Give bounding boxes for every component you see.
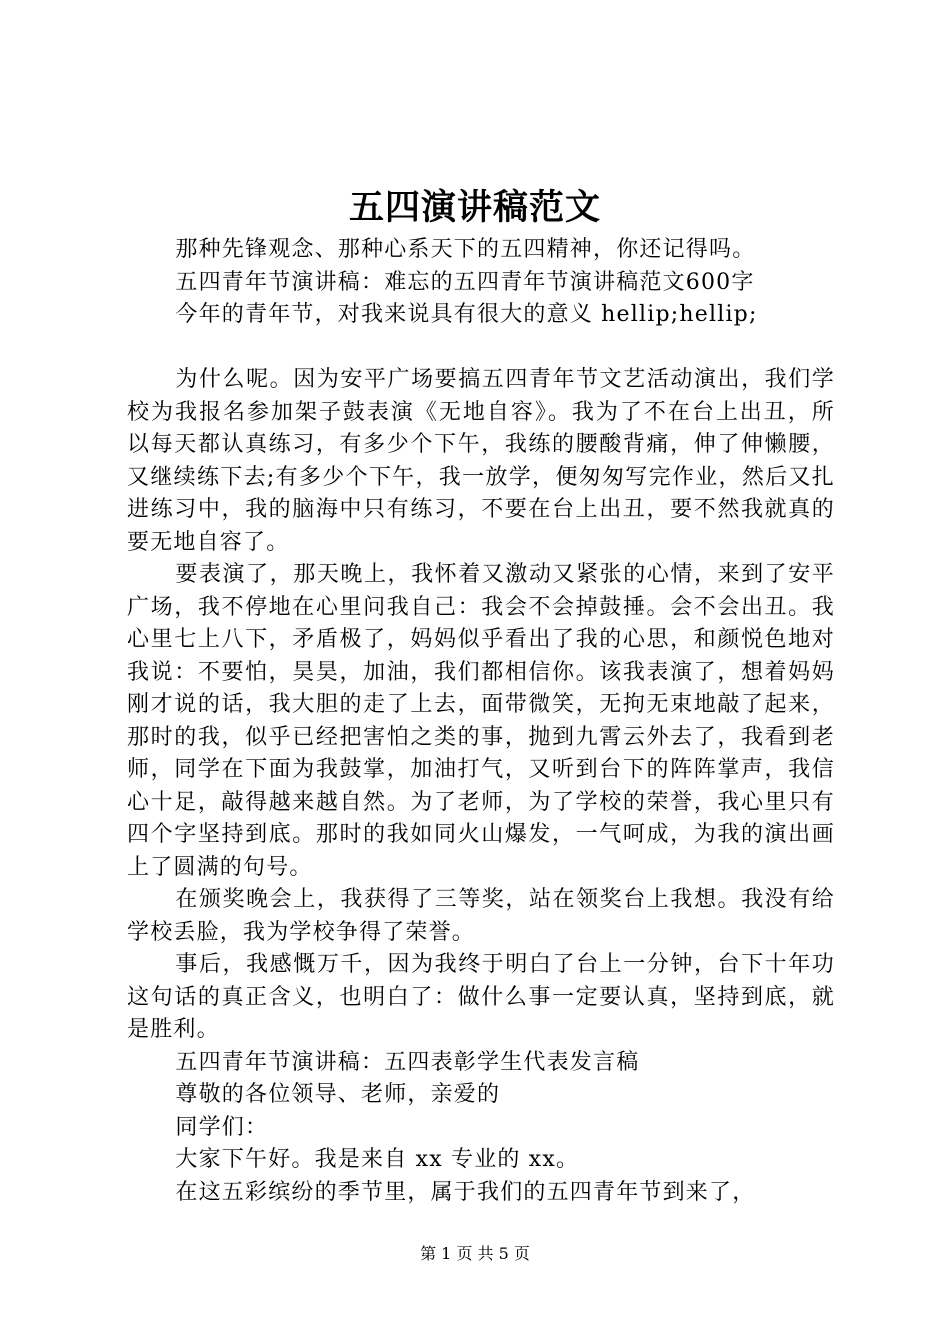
intro-line: 那种先锋观念、那种心系天下的五四精神，你还记得吗。 <box>175 237 756 262</box>
closing-line: 同学们： <box>175 1114 269 1140</box>
closing-line: 在这五彩缤纷的季节里，属于我们的五四青年节到来了， <box>175 1179 756 1205</box>
closing-line: 大家下午好。我是来自 xx 专业的 xx。 <box>175 1147 580 1172</box>
blank-line <box>127 332 835 365</box>
body-paragraph: 事后，我感慨万千，因为我终于明白了台上一分钟，台下十年功这句话的真正含义，也明白了：做什么事一定要认真，坚持到底，就是胜利。 <box>127 952 835 1042</box>
closing-line: 五四青年节演讲稿：五四表彰学生代表发言稿 <box>175 1049 640 1075</box>
body-paragraph: 要表演了，那天晚上，我怀着又激动又紧张的心情，来到了安平广场，我不停地在心里问我自己：我会不会掉鼓捶。会不会出丑。我心里七上八下，矛盾极了，妈妈似乎看出了我的心思，和颜悦色地对我说：不要怕，昊昊，加油，我们都相信你。该我表演了，想着妈妈刚才说的话，我大胆的走了上去，面带微笑，无拘无束地敲了起来，那时的我，似乎已经把害怕之类的事，抛到九霄云外去了，我看到老师，同学在下面为我鼓掌，加油打气，又听到台下的阵阵掌声，我信心十足，敲得越来越自然。为了老师，为了学校的荣誉，我心里只有四个字坚持到底。那时的我如同火山爆发，一气呵成，为我的演出画上了圆满的句号。 <box>127 562 835 880</box>
intro-line: 五四青年节演讲稿：难忘的五四青年节演讲稿范文600字 <box>175 269 755 295</box>
intro-line: 今年的青年节，对我来说具有很大的意义 hellip;hellip; <box>175 302 758 327</box>
page-footer: 第 1 页 共 5 页 <box>420 1244 530 1263</box>
document-title: 五四演讲稿范文 <box>348 187 601 228</box>
body-paragraph: 在颁奖晚会上，我获得了三等奖，站在领奖台上我想。我没有给学校丢脸，我为学校争得了荣誉。 <box>127 887 835 945</box>
closing-line: 尊敬的各位领导、老师，亲爱的 <box>175 1082 501 1107</box>
document-body <box>127 234 835 1209</box>
body-paragraph: 为什么呢。因为安平广场要搞五四青年节文艺活动演出，我们学校为我报名参加架子鼓表演《无地自容》。我为了不在台上出丑，所以每天都认真练习，有多少个下午，我练的腰酸背痛，伸了伸懒腰，又继续练下去;有多少个下午，我一放学，便匆匆写完作业，然后又扎进练习中，我的脑海中只有练习，不要在台上出丑，要不然我就真的要无地自容了。 <box>127 367 835 555</box>
